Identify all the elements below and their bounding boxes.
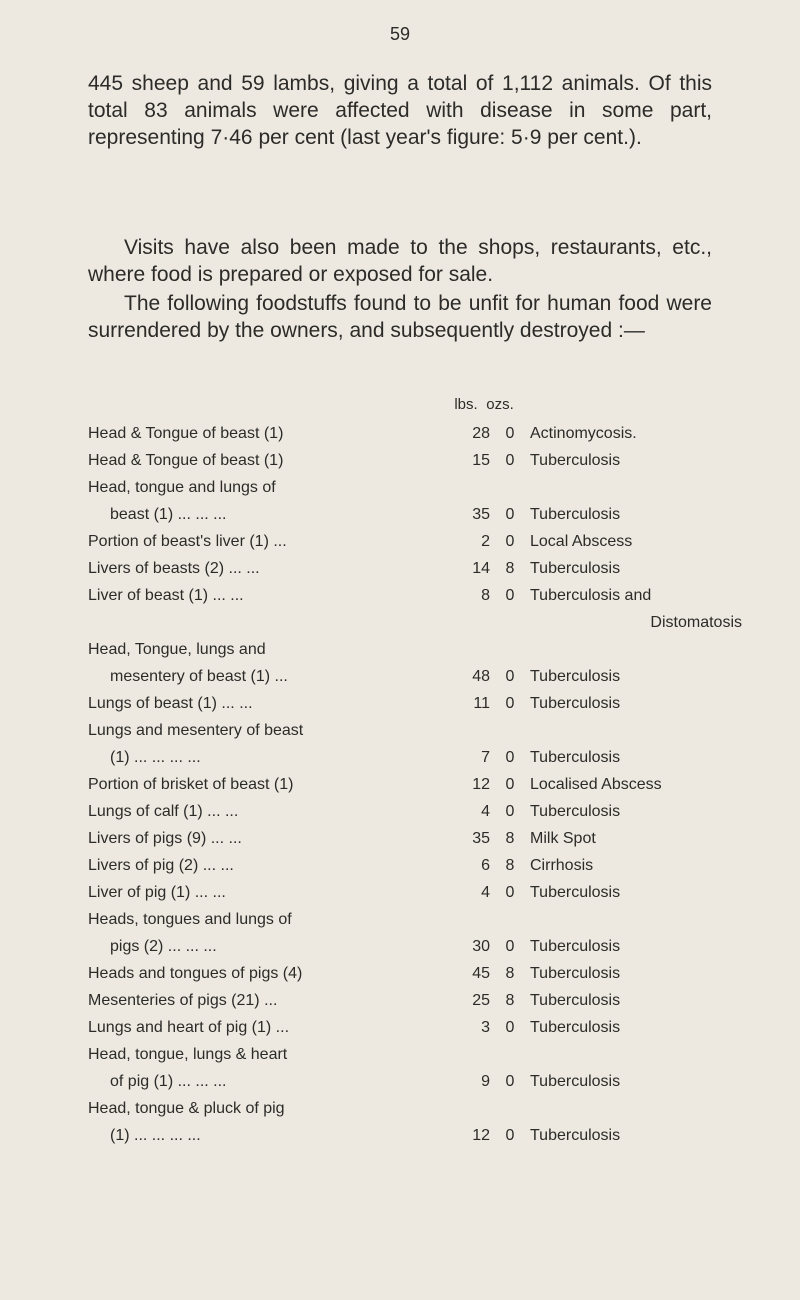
item-description [88, 771, 436, 798]
table-row [88, 1041, 728, 1095]
weight-lbs: 35 [472, 506, 490, 523]
weight-ozs: 0 [505, 695, 515, 712]
weight-ozs: 8 [505, 560, 515, 577]
table-row [88, 1095, 728, 1149]
item-description [88, 447, 436, 474]
item-line: Head & Tongue of beast (1) [88, 425, 284, 442]
item-line: Head & Tongue of beast (1) [88, 452, 284, 469]
disease-condition [530, 528, 742, 555]
weight-lbs: 8 [481, 587, 490, 604]
condition-line: Tuberculosis [530, 695, 621, 712]
table-row [88, 771, 728, 798]
weight-lbs: 48 [472, 668, 490, 685]
item-description [88, 798, 436, 825]
weight-lbs: 15 [472, 452, 490, 469]
item-line: Livers of pigs (9) ... ... [88, 830, 242, 847]
disease-condition [530, 960, 742, 987]
disease-condition [530, 582, 742, 636]
item-line: Livers of pig (2) ... ... [88, 857, 234, 874]
item-line: Livers of beasts (2) ... ... [88, 560, 260, 577]
item-line: (1) ... ... ... ... [110, 749, 201, 766]
disease-condition [530, 555, 742, 582]
disease-condition [530, 798, 742, 825]
condition-line: Tuberculosis and [530, 587, 652, 604]
condition-line: Localised Abscess [530, 776, 662, 793]
item-line: Lungs of calf (1) ... ... [88, 803, 239, 820]
weight-ozs: 8 [505, 830, 515, 847]
table-row [88, 879, 728, 906]
foodstuffs-table [88, 420, 742, 1149]
item-description [88, 906, 436, 960]
item-line: mesentery of beast (1) ... [110, 668, 288, 685]
weight-ozs: 0 [505, 452, 515, 469]
condition-line: Tuberculosis [530, 452, 621, 469]
table-row [88, 690, 728, 717]
weight-ozs: 0 [505, 749, 515, 766]
column-header-ozs: ozs. [486, 396, 514, 413]
disease-condition [530, 852, 742, 879]
item-description [88, 987, 436, 1014]
weight-lbs: 35 [472, 830, 490, 847]
item-line: Head, tongue & pluck of pig [88, 1100, 285, 1117]
table-row [88, 1014, 728, 1041]
item-description [88, 528, 436, 555]
disease-condition [530, 879, 742, 906]
weight-ozs: 0 [505, 776, 515, 793]
item-line: Head, tongue and lungs of [88, 479, 276, 496]
table-row [88, 960, 728, 987]
disease-condition [530, 663, 742, 690]
weight-lbs: 12 [472, 1127, 490, 1144]
condition-line: Tuberculosis [530, 1073, 621, 1090]
weight-ozs: 0 [505, 884, 515, 901]
weight-ozs: 0 [505, 803, 515, 820]
table-row [88, 528, 728, 555]
disease-condition [530, 501, 742, 528]
condition-line: Tuberculosis [530, 884, 621, 901]
item-description [88, 1095, 436, 1149]
table-row [88, 987, 728, 1014]
disease-condition [530, 933, 742, 960]
condition-line: Actinomycosis. [530, 425, 637, 442]
weight-ozs: 0 [505, 1127, 515, 1144]
condition-line: Tuberculosis [530, 668, 621, 685]
weight-ozs: 8 [505, 857, 515, 874]
disease-condition [530, 1014, 742, 1041]
condition-line: Tuberculosis [530, 749, 621, 766]
item-description [88, 879, 436, 906]
weight-lbs: 12 [472, 776, 490, 793]
weight-lbs: 6 [481, 857, 490, 874]
weight-lbs: 9 [481, 1073, 490, 1090]
table-row [88, 474, 728, 528]
disease-condition [530, 1122, 742, 1149]
weight-lbs: 25 [472, 992, 490, 1009]
item-description [88, 717, 436, 771]
item-description [88, 555, 436, 582]
condition-line: Tuberculosis [530, 560, 621, 577]
weight-ozs: 0 [505, 1073, 515, 1090]
item-line: Mesenteries of pigs (21) ... [88, 992, 278, 1009]
item-line: Lungs of beast (1) ... ... [88, 695, 253, 712]
condition-line: Tuberculosis [530, 938, 621, 955]
condition-line: Tuberculosis [530, 965, 621, 982]
condition-line: Tuberculosis [530, 506, 621, 523]
item-description [88, 690, 436, 717]
table-row [88, 447, 728, 474]
item-line: pigs (2) ... ... ... [110, 938, 217, 955]
weight-lbs: 2 [481, 533, 490, 550]
item-line: Liver of beast (1) ... ... [88, 587, 244, 604]
item-line: Head, Tongue, lungs and [88, 641, 266, 658]
weight-ozs: 0 [505, 425, 515, 442]
item-description [88, 420, 436, 447]
weight-ozs: 0 [505, 1019, 515, 1036]
disease-condition [530, 825, 742, 852]
item-line: Liver of pig (1) ... ... [88, 884, 226, 901]
column-header-lbs: lbs. [454, 396, 478, 413]
weight-lbs: 30 [472, 938, 490, 955]
item-description [88, 1014, 436, 1041]
item-line: Heads, tongues and lungs of [88, 911, 292, 928]
condition-line: Tuberculosis [530, 992, 621, 1009]
weight-lbs: 7 [481, 749, 490, 766]
weight-lbs: 28 [472, 425, 490, 442]
paragraph-visits: Visits have also been made to the shops, restaurants, etc., where food is prepared or exposed for sale. [88, 236, 712, 286]
condition-line: Local Abscess [530, 533, 633, 550]
item-description [88, 1041, 436, 1095]
table-row [88, 582, 742, 636]
disease-condition [530, 744, 742, 771]
weight-lbs: 45 [472, 965, 490, 982]
table-row [88, 798, 728, 825]
disease-condition [530, 771, 742, 798]
item-line: Portion of brisket of beast (1) [88, 776, 294, 793]
item-line: Head, tongue, lungs & heart [88, 1046, 288, 1063]
weight-ozs: 8 [505, 992, 515, 1009]
table-row [88, 852, 728, 879]
item-description [88, 960, 436, 987]
condition-line: Milk Spot [530, 830, 596, 847]
weight-lbs: 4 [481, 884, 490, 901]
item-description [88, 825, 436, 852]
weight-lbs: 11 [473, 695, 490, 712]
weight-lbs: 4 [481, 803, 490, 820]
table-row [88, 636, 728, 690]
table-row [88, 555, 728, 582]
disease-condition [530, 447, 742, 474]
table-row [88, 906, 728, 960]
weight-ozs: 8 [505, 965, 515, 982]
condition-line: Tuberculosis [530, 803, 621, 820]
item-description [88, 852, 436, 879]
weight-ozs: 0 [505, 668, 515, 685]
page-number: 59 [389, 24, 411, 44]
table-row [88, 420, 728, 447]
weight-ozs: 0 [505, 506, 515, 523]
disease-condition [530, 690, 742, 717]
weight-lbs: 14 [472, 560, 490, 577]
condition-line: Tuberculosis [530, 1019, 621, 1036]
weight-ozs: 0 [505, 533, 515, 550]
condition-line: Cirrhosis [530, 857, 594, 874]
item-line: (1) ... ... ... ... [110, 1127, 201, 1144]
weight-lbs: 3 [481, 1019, 490, 1036]
item-line: Portion of beast's liver (1) ... [88, 533, 287, 550]
item-description [88, 582, 436, 609]
condition-line: Distomatosis [650, 614, 742, 631]
paragraph-animals-total: 445 sheep and 59 lambs, giving a total of 1,112 animals. Of this total 83 animals were affected with disease in some part, representing 7·46 per cent (last year's figure: 5·9 per cent.). [88, 72, 712, 149]
item-line: of pig (1) ... ... ... [110, 1073, 227, 1090]
disease-condition [530, 420, 742, 447]
item-line: beast (1) ... ... ... [110, 506, 227, 523]
disease-condition [530, 1068, 742, 1095]
paragraph-foodstuffs-intro: The following foodstuffs found to be unfit for human food were surrendered by the owners, and subsequently destroyed :— [88, 292, 712, 342]
item-line: Heads and tongues of pigs (4) [88, 965, 303, 982]
item-line: Lungs and heart of pig (1) ... [88, 1019, 290, 1036]
table-row [88, 717, 728, 771]
disease-condition [530, 987, 742, 1014]
weight-ozs: 0 [505, 938, 515, 955]
weight-ozs: 0 [505, 587, 515, 604]
condition-line: Tuberculosis [530, 1127, 621, 1144]
item-description [88, 636, 436, 690]
item-description [88, 474, 436, 528]
item-line: Lungs and mesentery of beast [88, 722, 304, 739]
table-row [88, 825, 728, 852]
